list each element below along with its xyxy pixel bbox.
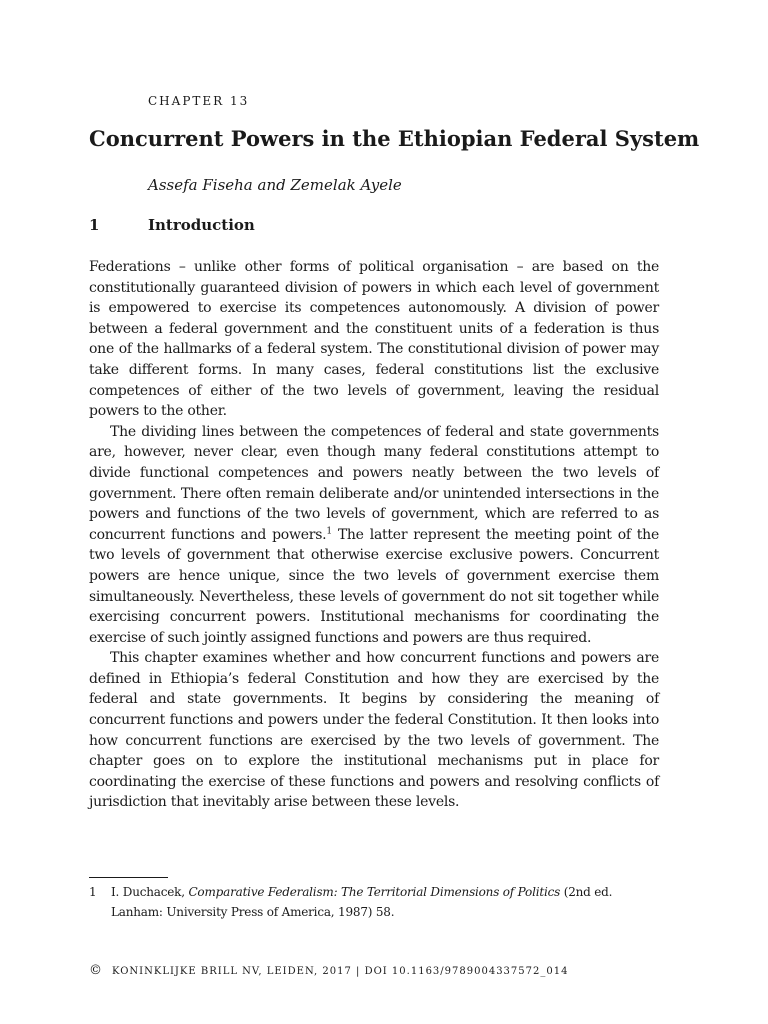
paragraph-text: The dividing lines between the competences of federal and state governments are, however, never clear, even though many federal constitutions attempt to divide functional competences and powers neatly between the two levels of government. There often remain deliberate and/or unintended intersections in the powers and functions of the two levels of government, which are referred to as concurrent functions and powers. [89, 423, 659, 543]
copyright-icon: © [89, 963, 102, 978]
authors: Assefa Fiseha and Zemelak Ayele [148, 176, 402, 194]
footnote-divider [89, 877, 168, 878]
paragraph: This chapter examines whether and how concurrent functions and powers are defined in Ethiopia’s federal Constitution and how they are exercised by the federal and state governments. It begins by considering the meaning of concurrent functions and powers under the federal Constitution. It then looks into how concurrent functions are exercised by the two levels of government. The chapter goes on to explore the institutional mechanisms put in place for coordinating the exercise of these functions and powers and resolving conflicts of jurisdiction that inevitably arise between these levels. [89, 650, 659, 811]
footnote-reference[interactable]: 1 [326, 526, 332, 537]
footnote-work-title: Comparative Federalism: The Territorial Dimensions of Politics [188, 885, 561, 899]
section-number: 1 [89, 216, 100, 234]
body-text [89, 257, 659, 813]
copyright-text: KONINKLIJKE BRILL NV, LEIDEN, 2017 | DOI 10.1163/9789004337572_014 [112, 966, 569, 977]
paragraph [89, 422, 659, 649]
footnote-number: 1 [89, 885, 97, 899]
footnote-text [111, 882, 659, 922]
paragraph-text: The latter represent the meeting point of the two levels of government that otherwise exercise exclusive powers. Concurrent powers are hence unique, since the two levels of government exercise them simultaneously. Nevertheless, these levels of government do not sit together while exercising concurrent powers. Institutional mechanisms for coordinating the exercise of such jointly assigned functions and powers are thus required. [89, 526, 659, 646]
chapter-label: CHAPTER 13 [148, 94, 250, 108]
section-title: Introduction [148, 216, 255, 234]
footnote [89, 882, 659, 922]
copyright-line [89, 963, 568, 978]
paragraph: Federations – unlike other forms of political organisation – are based on the constitutionally guaranteed division of powers in which each level of government is empowered to exercise its competences autonomously. A division of power between a federal government and the constituent units of a federation is thus one of the hallmarks of a federal system. The constitutional division of power may take different forms. In many cases, federal constitutions list the exclusive competences of either of the two levels of government, leaving the residual powers to the other. [89, 259, 659, 420]
footnote-author: I. Duchacek, [111, 885, 189, 899]
page-title: Concurrent Powers in the Ethiopian Federal System [89, 126, 700, 151]
footnote-publication: (2nd ed. Lanham: University Press of America, 1987) 58. [111, 885, 613, 919]
